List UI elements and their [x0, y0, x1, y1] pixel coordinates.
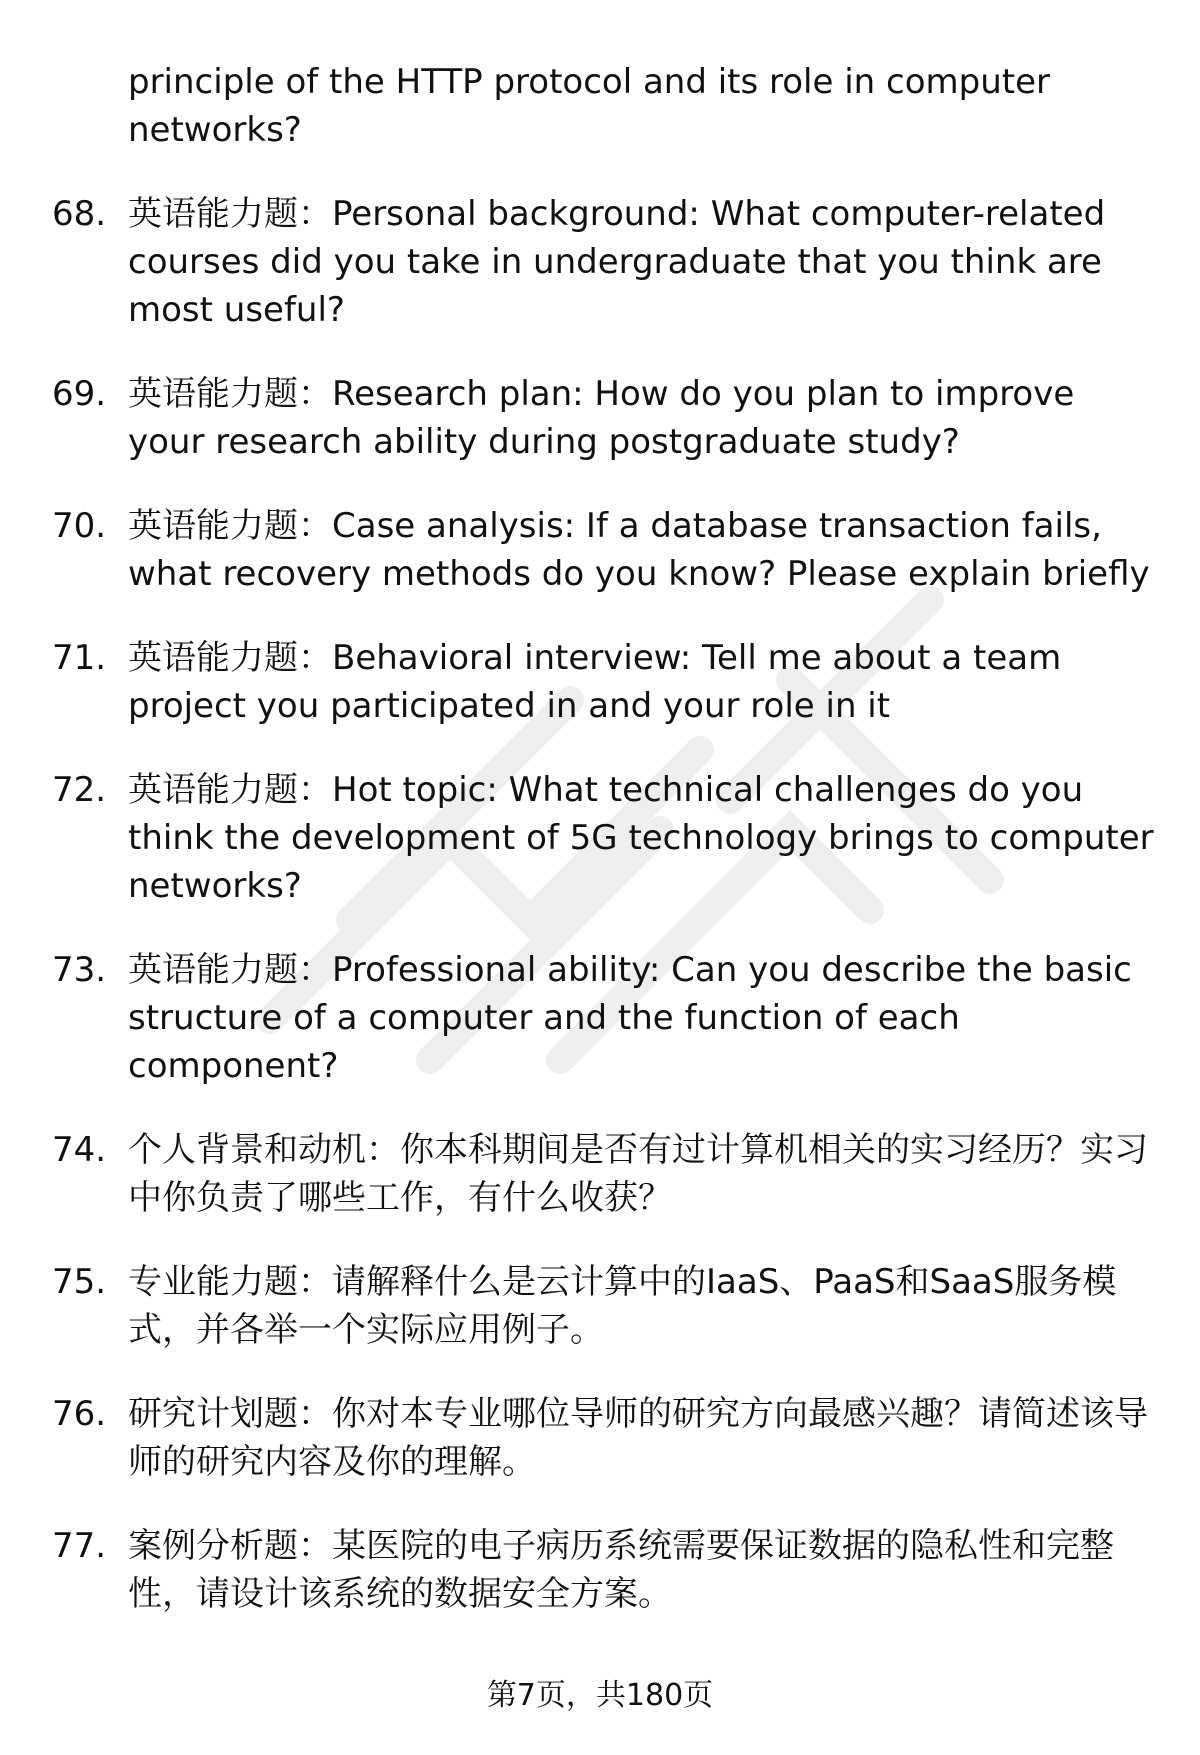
question-number: 71.: [52, 638, 107, 678]
question-number: 75.: [52, 1262, 107, 1302]
question-text: 英语能力题：Professional ability: Can you describe the basic structure of a computer and the function of each component?: [128, 950, 1132, 1086]
question-number: 74.: [52, 1130, 107, 1170]
question-text: 英语能力题：Personal background: What computer-related courses did you take in undergraduate that you think are most useful?: [128, 194, 1106, 330]
question-number: 73.: [52, 950, 107, 990]
question-list: [0, 190, 1200, 1618]
question-item: [0, 502, 1160, 598]
question-item: [0, 1126, 1160, 1222]
question-number: 72.: [52, 770, 107, 810]
question-text: 英语能力题：Case analysis: If a database transaction fails, what recovery methods do you know? Please explain briefly: [128, 506, 1150, 594]
question-text: 个人背景和动机：你本科期间是否有过计算机相关的实习经历？实习中你负责了哪些工作，有什么收获？: [128, 1130, 1148, 1218]
question-number: 70.: [52, 506, 107, 546]
question-item: [0, 634, 1160, 730]
document-content: [0, 58, 1200, 1654]
question-number: 76.: [52, 1394, 107, 1434]
question-number: 69.: [52, 374, 107, 414]
page-footer: [0, 1676, 1200, 1716]
question-text: 英语能力题：Hot topic: What technical challenges do you think the development of 5G technology brings to computer networks?: [128, 770, 1154, 906]
question-continuation-text: principle of the HTTP protocol and its role in computer networks?: [128, 62, 1051, 150]
question-text: 案例分析题：某医院的电子病历系统需要保证数据的隐私性和完整性，请设计该系统的数据安全方案。: [128, 1526, 1114, 1614]
question-text: 英语能力题：Research plan: How do you plan to improve your research ability during postgraduate study?: [128, 374, 1075, 462]
question-item: [0, 1522, 1160, 1618]
question-item: [0, 946, 1160, 1090]
question-text: 专业能力题：请解释什么是云计算中的IaaS、PaaS和SaaS服务模式，并各举一个实际应用例子。: [128, 1262, 1117, 1350]
question-number: 68.: [52, 194, 107, 234]
question-text: 英语能力题：Behavioral interview: Tell me about a team project you participated in and your role in it: [128, 638, 1062, 726]
question-item: [0, 190, 1160, 334]
page-number-label: 第7页，共180页: [486, 1678, 714, 1713]
question-item: [0, 370, 1160, 466]
question-item: [0, 1390, 1160, 1486]
question-number: 77.: [52, 1526, 107, 1566]
question-text: 研究计划题：你对本专业哪位导师的研究方向最感兴趣？请简述该导师的研究内容及你的理解。: [128, 1394, 1148, 1482]
question-item: [0, 1258, 1160, 1354]
question-item: [0, 766, 1160, 910]
